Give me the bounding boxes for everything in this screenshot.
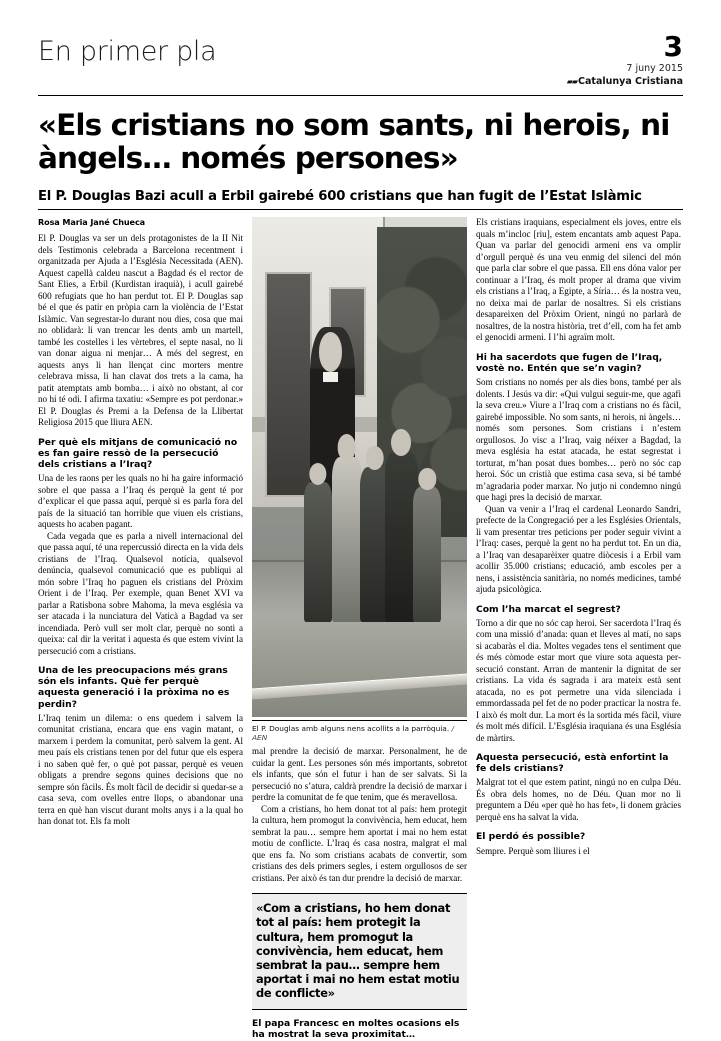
question-heading: El perdó és possible?: [476, 831, 586, 843]
issue-date: 7 juny 2015: [626, 62, 683, 74]
brand-label: Catalunya Cristiana: [578, 75, 683, 87]
photo-priest-collar: [323, 372, 338, 382]
masthead-divider: [38, 95, 683, 96]
article-body: [38, 217, 683, 1041]
photo-child: [332, 457, 362, 622]
paragraph: Una de les raons per les quals no hi ha gaire informació sobre el que passa a l’Iraq és perquè la gent té por d’explicar el que passa aquí, perquè si es parla fora del país de la situació tan horrible que viuen els cristians, aquests ho acaben pagant.: [38, 473, 243, 530]
brand-mark-icon: ▰▰: [566, 76, 578, 86]
section-title: En primer pla: [38, 36, 217, 67]
page-number: 3: [663, 30, 683, 63]
paragraph: Torno a dir que no sóc cap heroi. Ser sacerdota l’Iraq és com una missió d’anada: quan et lleves al matí, no saps si acabaràs el dia. Moltes vegades tens el sentiment que és més còmode estar mort que viure sota aquesta persecució constant. Arran de mantenir la dignitat de ser cristians. La vida és sagrada i ara mateix està sent atacada, no es pot permetre una vida silenciada i emmordassada pel fet de no poder practicar la nostra fe. I això és molt dur. La mort és la sortida més fàcil, viure és molt més difícil. L’Església iraquiana és una Església de màrtirs.: [476, 617, 681, 743]
subheadline-divider: [38, 209, 683, 210]
article-photo: [252, 217, 467, 742]
paragraph: El P. Douglas va ser un dels protagonistes de la II Nit dels Testimonis celebrada a Barcelona recentment i organitzada per Ajuda a l’Església Necessitada (AEN). Aquest capellà caldeu nascut a Bagdad és el rector de Sant Elies, a Erbil (Kurdistan iraquià), i acull gairebé 600 refugiats que ho han perdut tot. El P. Douglas sap bé el que és patir en pròpia carn la violència de l’Estat Islàmic. Van segrestar-lo durant nou dies, cosa que mai no oblidarà: li van trencar les dents amb un martell, també les costelles i les vèrtebres, el septe nasal, no li van donar aigua ni menjar… A més del segrest, en aquests anys li han llençat cinc morters mentre celebrava missa, li han clavat dos trets a la cama, ha patit atemptats amb bomba… i això no obstant, al cor no hi té odi. I afirma taxatiu: «Sempre es pot perdonar.» El P. Douglas és Premi a la Defensa de la Llibertat Religiosa 2015 que lliura AEN.: [38, 233, 243, 428]
question-heading: El papa Francesc en moltes ocasions els ha mostrat la seva proximitat…: [252, 1018, 460, 1041]
paragraph: Com a cristians, ho hem donat tot al país: hem protegit la cultura, hem promogut la convivència, hem educat, hem sembrat la pau… sempre hem aportat i mai no hem estat motiu de conflicte. L’Iraq és casa nostra, malgrat el mal que ens fa. No som cristians acabats de convertir, som cristians des dels primers segles, i estem orgullosos de ser cristians. Per això és tan dur prendre la decisió de marxar.: [252, 803, 467, 883]
photo-child-head: [337, 434, 356, 460]
photo-child-head: [309, 463, 326, 485]
photo-doorway: [265, 272, 312, 497]
question-heading: Com l’ha marcat el segrest?: [476, 603, 621, 615]
photo-image: [252, 217, 467, 717]
column-right: [476, 217, 681, 1017]
photo-child-head: [391, 429, 411, 456]
question-heading: Per què els mitjans de comunicació no es fan gaire ressò de la persecució dels cristians a l’Iraq?: [38, 436, 238, 471]
question-heading: Aquesta persecució, està enfortint la fe dels cristians?: [476, 752, 669, 775]
pull-quote: [252, 893, 467, 1010]
paragraph: Quan va venir a l’Iraq el cardenal Leonardo Sandri, prefecte de la Congregació per a les Esglésies Orientals, li vam presentar tres peticions per poder seguir vivint a l’Iraq: cases, perquè la gent no ha perdut tot. En un dia, a l’Iraq van desaparèixer quatre diòcesis i a Erbil vam acollir 35.000 cristians; educació, amb escoles per a nens, i assistència sanitària, no només medicines, també ajuda psicològica.: [476, 503, 681, 595]
question-heading: Hi ha sacerdots que fugen de l’Iraq, vostè no. Entén que se’n vagin?: [476, 351, 663, 374]
page-title: «Els cristians no som sants, ni herois, ni àngels… només persones»: [38, 108, 670, 176]
column-middle: [252, 217, 467, 1041]
masthead: [38, 30, 683, 93]
paragraph: Malgrat tot el que estem patint, ningú no en culpa Déu. És obra dels homes, no de Déu. Quan mor no li preguntem a Déu «per què ho has fet», li donem gràcies perquè ens ha salvat la vida.: [476, 777, 681, 822]
byline: Rosa Maria Jané Chueca: [38, 217, 146, 228]
paragraph: Els cristians iraquians, especialment els joves, entre els quals m’incloc [riu], estem encantats amb aquest Papa. Quan va parlar del genocidi armeni ens va omplir d’orgull perquè és una veu enmig del silenci del món que parla clar sobre el que passa. Ell ens dóna valor per continuar a l’Iraq, és molt proper al drama que vivim els cristians a l’Iraq, a Egipte, a Síria… és la nostra veu, no deixa mai de parlar de nosaltres. Si els cristians desapareixen del Pròxim Orient, ningú no parlarà de nosaltres, de la nostra història, tret d’ell, com ha fet amb el genocidi armeni. I l’hi agraïm molt.: [476, 217, 681, 343]
publication-brand: [567, 77, 683, 88]
question-heading: Una de les preocupacions més grans són els infants. Què fer perquè aquesta generació i la pròxima no es perdin?: [38, 665, 230, 710]
photo-child: [304, 482, 332, 622]
photo-child-head: [419, 468, 436, 490]
photo-caption: [252, 720, 467, 742]
subheadline: El P. Douglas Bazi acull a Erbil gairebé 600 cristians que han fugit de l’Estat Islàmic: [38, 188, 642, 204]
paragraph: Som cristians no només per als dies bons, també per als dolents. I Jesús va dir: «Qui vulgui seguir-me, que agafi la seva creu.» Viure a l’Iraq com a cristians no és fàcil, gairebé impossible. No som sants, ni herois, ni àngels… només som persones. Som cristians i n’estem orgullosos. Jo visc a l’Iraq, vaig néixer a Bagdad, la meva església ha estat atacada, he estat segrestat i torturat, m’han posat dues bombes… però no sóc cap heroi. Sóc un cristià que estima casa seva, si bé també m’agradaria poder marxar. No jutjo ni condemno ningú que hagi pres la decisió de marxar.: [476, 377, 681, 503]
masthead-right: [566, 30, 683, 87]
photo-child: [413, 487, 441, 622]
photo-caption-text: El P. Douglas amb alguns nens acollits a la parròquia.: [252, 724, 450, 734]
paragraph: mal prendre la decisió de marxar. Personalment, he de cuidar la gent. Les persones són més importants, sobretot els infants, que són el futur i han de ser salvats. Si la persecució no s’atura, caldrà prendre la decisió de marxar i perdre la comunitat de fe que tenim, que és meravellosa.: [252, 746, 467, 803]
pull-quote-text: «Com a cristians, ho hem donat tot al país: hem protegit la cultura, hem promogut la convivència, hem educat, hem sembrat la pau… sempre hem aportat i mai no hem estat motiu de conflicte»: [256, 901, 460, 1001]
photo-credit: / AEN: [252, 724, 455, 743]
paragraph: L’Iraq tenim un dilema: o ens quedem i salvem la comunitat cristiana, encara que ens vagin matant, o marxem i perdem la comunitat, però salvem la gent. Al meu país els cristians tenen por del futur que els espera i no saben què fer, o què pot passar, perquè es veuen obligats a prendre segons quines decisions que no sempre són fàcils. És molt fàcil de decidir si quedar-se a casa seva, com ovelles entre llops, o abandonar una terra en què han viscut durant molts anys i a la qual ho han donat tot. Els fa molt: [38, 712, 243, 827]
paragraph: Cada vegada que es parla a nivell internacional del que passa aquí, té una repercussió directa en la vida dels cristians de l’Iraq. Qualsevol notícia, qualsevol denúncia, qualsevol comunicació que es publiqui al món sobre l’Iraq ho paguen els cristians del Pròxim Orient i de l’Iraq. Per exemple, quan Benet XVI va parlar a Ratisbona sobre Mahoma, la meva església va ser atacada i la nunciatura del Vaticà a Bagdad va ser incendiada. Però vull ser molt clar, perquè no sonti a queixa: cal dir la veritat i aquesta és que estem vivint la persecució com a cristians.: [38, 530, 243, 656]
paragraph: Sempre. Perquè som lliures i el: [476, 845, 590, 856]
column-left: [38, 217, 243, 1017]
photo-child-head: [365, 446, 384, 471]
